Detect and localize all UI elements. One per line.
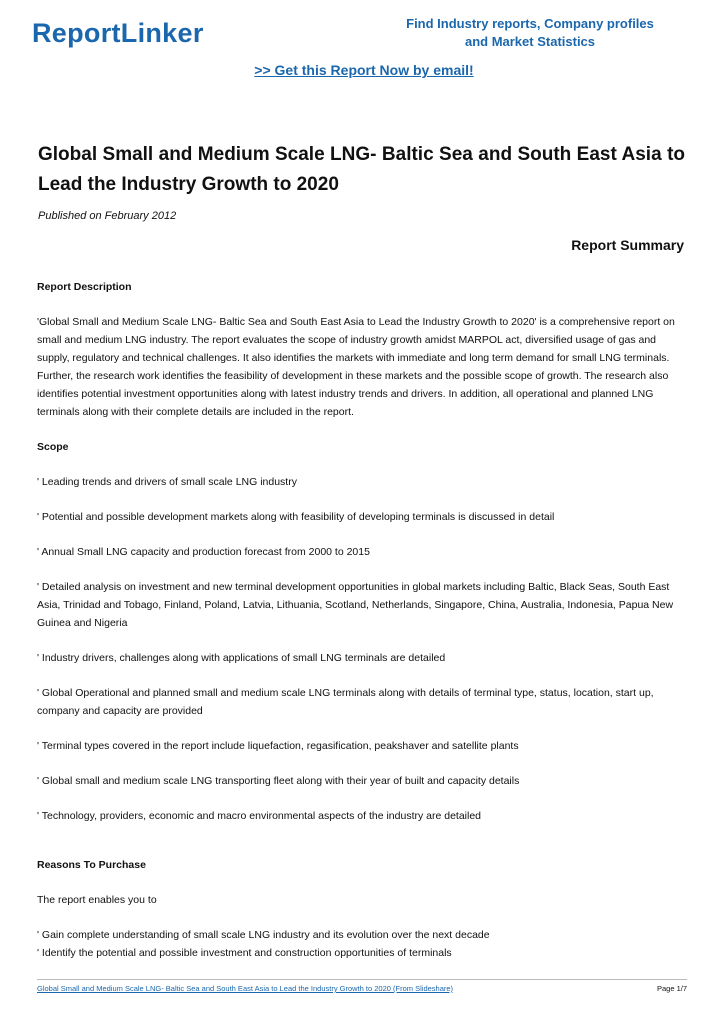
reportlinker-logo[interactable]: ReportLinker: [32, 18, 204, 48]
get-report-link[interactable]: >> Get this Report Now by email!: [254, 62, 474, 78]
scope-item: ' Industry drivers, challenges along with applications of small LNG terminals are detailed: [37, 652, 446, 664]
report-title: Global Small and Medium Scale LNG- Baltic Sea and South East Asia to Lead the Industry Growth to 2020: [38, 144, 685, 195]
published-date: Published on February 2012: [38, 210, 177, 222]
scope-item: ' Technology, providers, economic and macro environmental aspects of the industry are detailed: [37, 810, 482, 822]
footer-source-link[interactable]: Global Small and Medium Scale LNG- Baltic Sea and South East Asia to Lead the Industry Growth to 2020 (From Slideshare): [37, 984, 454, 993]
reasons-item: ' Gain complete understanding of small scale LNG industry and its evolution over the next decade: [37, 929, 490, 941]
report-summary-heading: Report Summary: [571, 237, 684, 253]
scope-item: ' Global Operational and planned small and medium scale LNG terminals along with details of terminal type, status, location, start up, company and capacity are provided: [37, 687, 654, 717]
description-text: 'Global Small and Medium Scale LNG- Baltic Sea and South East Asia to Lead the Industry Growth to 2020' is a comprehensive report on small and medium LNG industry. The report evaluates the scope of industry growth amidst MARPOL act, diversified usage of gas and supply, regulatory and technical challenges. It also identifies the markets with immediate and long term demand for small LNG terminals. Further, the research work identifies the feasibility of development in these markets and the possible scope of growth. The research also identifies potential investment opportunities along with latest industry trends and drivers. In addition, all operational and planned LNG terminals along with their complete details are included in the report.: [37, 316, 675, 418]
description-heading: Report Description: [37, 281, 132, 293]
scope-item: ' Leading trends and drivers of small scale LNG industry: [37, 476, 297, 488]
report-body: [37, 278, 687, 962]
page-footer: [37, 979, 687, 993]
tagline-line-2: and Market Statistics: [464, 34, 596, 49]
reasons-heading: Reasons To Purchase: [37, 859, 146, 871]
scope-item: ' Detailed analysis on investment and new terminal development opportunities in global markets including Baltic, Black Seas, South East Asia, Trinidad and Tobago, Finland, Poland, Latvia, Lithuania, Scotland, Netherlands, Singapore, China, Australia, Indonesia, Papua New Guinea and Nigeria: [37, 581, 674, 629]
reasons-intro: The report enables you to: [37, 894, 157, 906]
scope-item: ' Potential and possible development markets along with feasibility of developing terminals is discussed in detail: [37, 511, 555, 523]
scope-item: ' Global small and medium scale LNG transporting fleet along with their year of built and capacity details: [37, 775, 520, 787]
header-tagline: [380, 15, 680, 51]
page-number: Page 1/7: [656, 984, 687, 993]
scope-heading: Scope: [37, 441, 69, 453]
reasons-item: ' Identify the potential and possible investment and construction opportunities of terminals: [37, 947, 452, 959]
tagline-line-1: Find Industry reports, Company profiles: [406, 16, 654, 31]
scope-item: ' Terminal types covered in the report include liquefaction, regasification, peakshaver and satellite plants: [37, 740, 519, 752]
scope-item: ' Annual Small LNG capacity and production forecast from 2000 to 2015: [37, 546, 370, 558]
